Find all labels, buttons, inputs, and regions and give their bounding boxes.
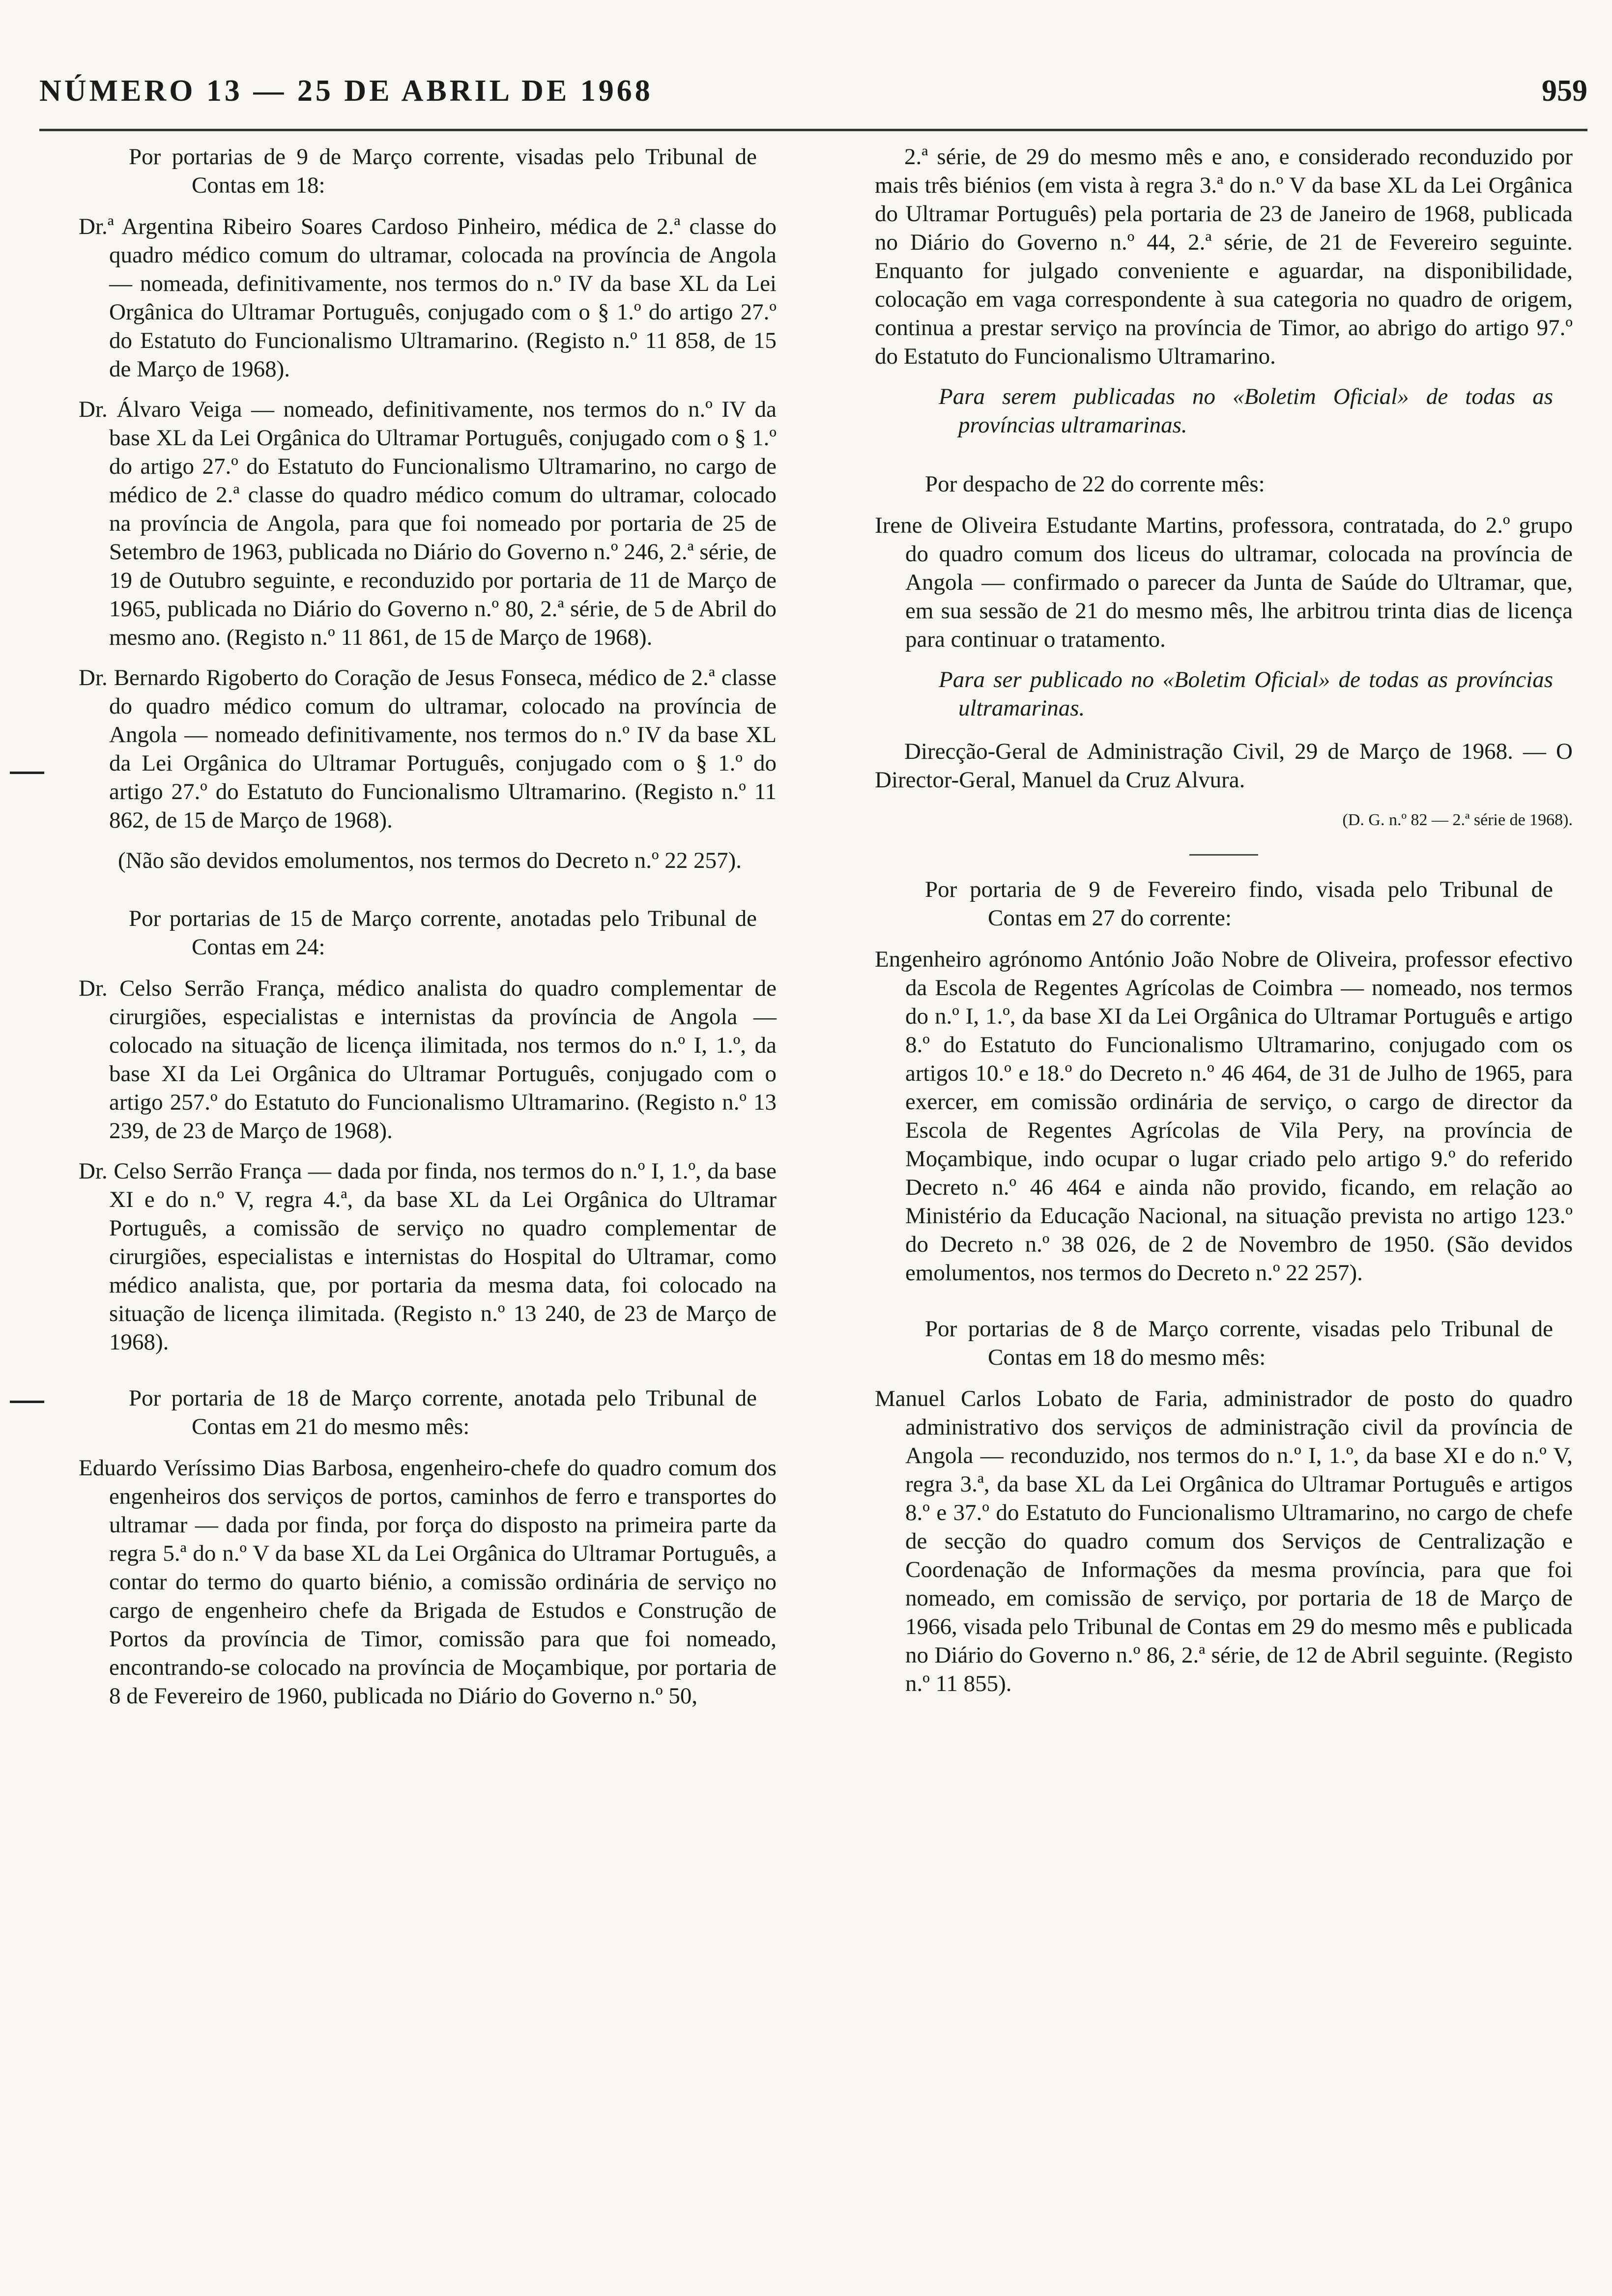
signature-line: Direcção-Geral de Administração Civil, 29 de Março de 1968. — O Director-Geral, Manuel da Cruz Alvura. bbox=[875, 739, 1573, 793]
left-column bbox=[79, 143, 777, 1722]
appointment-entry: Dr. Celso Serrão França — dada por finda, nos termos do n.º I, 1.º, da base XI e do n.º V, regra 4.ª, da base XL da Lei Orgânica do Ultramar Português, a comissão de serviço no quadro complementar de cirurgiões, especialistas e internistas do Hospital do Ultramar, como médico analista, que, por portaria da mesma data, foi colocado na situação de licença ilimitada. (Registo n.º 13 240, de 23 de Março de 1968). bbox=[79, 1158, 777, 1355]
gazette-reference: (D. G. n.º 82 — 2.ª série de 1968). bbox=[1342, 811, 1573, 829]
appointment-entry: Manuel Carlos Lobato de Faria, administrador de posto do quadro administrativo dos serviços de administração civil da província de Angola — reconduzido, nos termos do n.º I, 1.º, da base XI e do n.º V, regra 3.ª, da base XL da Lei Orgânica do Ultramar Português e artigos 8.º e 37.º do Estatuto do Funcionalismo Ultramarino, no cargo de chefe de secção do quadro comum dos Serviços de Centralização e Coordenação de Informações da mesma província, para que foi nomeado, em comissão de serviço, por portaria de 18 de Março de 1966, visada pelo Tribunal de Contas em 29 do mesmo mês e publicada no Diário do Governo n.º 86, 2.ª série, de 12 de Abril seguinte. (Registo n.º 11 855). bbox=[875, 1386, 1573, 1696]
emoluments-note: (Não são devidos emolumentos, nos termos do Decreto n.º 22 257). bbox=[118, 848, 742, 873]
page-number: 959 bbox=[1542, 74, 1587, 108]
page-header bbox=[39, 74, 1587, 113]
right-column bbox=[875, 143, 1573, 1710]
header-rule bbox=[39, 129, 1587, 131]
intro-paragraph: Por portarias de 15 de Março corrente, anotadas pelo Tribunal de Contas em 24: bbox=[129, 906, 757, 960]
intro-paragraph: Por despacho de 22 do corrente mês: bbox=[925, 471, 1265, 497]
appointment-entry: Engenheiro agrónomo António João Nobre de Oliveira, professor efectivo da Escola de Regentes Agrícolas de Coimbra — nomeado, nos termos do n.º I, 1.º, da base XI da Lei Orgânica do Ultramar Português e artigo 8.º do Estatuto do Funcionalismo Ultramarino, conjugado com os artigos 10.º e 18.º do Decreto n.º 46 464, de 31 de Julho de 1965, para exercer, em comissão ordinária de serviço, o cargo de director da Escola de Regentes Agrícolas de Vila Pery, na província de Moçambique, indo ocupar o lugar criado pelo artigo 9.º do referido Decreto n.º 46 464 e ainda não provido, ficando, em relação ao Ministério da Educação Nacional, na situação prevista no artigo 123.º do Decreto n.º 38 026, de 2 de Novembro de 1950. (São devidos emolumentos, nos termos do Decreto n.º 22 257). bbox=[875, 947, 1573, 1286]
intro-paragraph: Por portarias de 9 de Março corrente, visadas pelo Tribunal de Contas em 18: bbox=[129, 144, 757, 198]
appointment-entry: Dr.ª Argentina Ribeiro Soares Cardoso Pinheiro, médica de 2.ª classe do quadro médico comum do ultramar, colocada na província de Angola — nomeada, definitivamente, nos termos do n.º IV da base XL da Lei Orgânica do Ultramar Português, conjugado com o § 1.º do artigo 27.º do Estatuto do Funcionalismo Ultramarino. (Registo n.º 11 858, de 15 de Março de 1968). bbox=[79, 214, 777, 382]
appointment-entry: Irene de Oliveira Estudante Martins, professora, contratada, do 2.º grupo do quadro comum dos liceus do ultramar, colocada na província de Angola — confirmado o parecer da Junta de Saúde do Ultramar, que, em sua sessão de 21 do mesmo mês, lhe arbitrou trinta dias de licença para continuar o tratamento. bbox=[875, 513, 1573, 652]
gazette-issue-title: NÚMERO 13 — 25 DE ABRIL DE 1968 bbox=[39, 74, 653, 108]
appointment-entry: Dr. Álvaro Veiga — nomeado, definitivamente, nos termos do n.º IV da base XL da Lei Orgânica do Ultramar Português, conjugado com o § 1.º do artigo 27.º do Estatuto do Funcionalismo Ultramarino, no cargo de médico de 2.ª classe do quadro médico comum do ultramar, colocado na província de Angola, para que foi nomeado por portaria de 25 de Setembro de 1963, publicada no Diário do Governo n.º 246, 2.ª série, de 19 de Outubro seguinte, e reconduzido por portaria de 11 de Março de 1965, publicada no Diário do Governo n.º 80, 2.ª série, de 5 de Abril do mesmo ano. (Registo n.º 11 861, de 15 de Março de 1968). bbox=[79, 397, 777, 650]
continued-entry: 2.ª série, de 29 do mesmo mês e ano, e considerado reconduzido por mais três biénios (em vista à regra 3.ª do n.º V da base XL da Lei Orgânica do Ultramar Português) pela portaria de 23 de Janeiro de 1968, publicada no Diário do Governo n.º 44, 2.ª série, de 21 de Fevereiro seguinte. Enquanto for julgado conveniente e aguardar, na disponibilidade, colocação em vaga correspondente à sua categoria no quadro de origem, continua a prestar serviço na província de Timor, ao abrigo do artigo 97.º do Estatuto do Funcionalismo Ultramarino. bbox=[875, 144, 1573, 369]
appointment-entry: Eduardo Veríssimo Dias Barbosa, engenheiro-chefe do quadro comum dos engenheiros dos serviços de portos, caminhos de ferro e transportes do ultramar — dada por finda, por força do disposto na primeira parte da regra 5.ª do n.º V da base XL da Lei Orgânica do Ultramar Português, a contar do termo do quarto biénio, a comissão ordinária de serviço no cargo de engenheiro chefe da Brigada de Estudos e Construção de Portos da província de Timor, comissão para que foi nomeado, encontrando-se colocado na província de Moçambique, por portaria de 8 de Fevereiro de 1960, publicada no Diário do Governo n.º 50, bbox=[79, 1455, 777, 1709]
appointment-entry: Dr. Bernardo Rigoberto do Coração de Jesus Fonseca, médico de 2.ª classe do quadro médico comum do ultramar, colocado na província de Angola — nomeado definitivamente, nos termos do n.º IV da base XL da Lei Orgânica do Ultramar Português, conjugado com o § 1.º do artigo 27.º do Estatuto do Funcionalismo Ultramarino. (Registo n.º 11 862, de 15 de Março de 1968). bbox=[79, 665, 777, 833]
intro-paragraph: Por portaria de 18 de Março corrente, anotada pelo Tribunal de Contas em 21 do mesmo mês: bbox=[129, 1385, 757, 1439]
publication-note: Para serem publicadas no «Boletim Oficial» de todas as províncias ultramarinas. bbox=[939, 384, 1553, 438]
publication-note: Para ser publicado no «Boletim Oficial» de todas as províncias ultramarinas. bbox=[939, 667, 1553, 721]
intro-paragraph: Por portaria de 9 de Fevereiro findo, visada pelo Tribunal de Contas em 27 do corrente: bbox=[925, 877, 1553, 931]
intro-paragraph: Por portarias de 8 de Março corrente, visadas pelo Tribunal de Contas em 18 do mesmo mês: bbox=[925, 1316, 1553, 1370]
margin-mark bbox=[10, 1401, 44, 1403]
appointment-entry: Dr. Celso Serrão França, médico analista do quadro complementar de cirurgiões, especialistas e internistas da província de Angola — colocado na situação de licença ilimitada, nos termos do n.º I, 1.º, da base XI da Lei Orgânica do Ultramar Português, conjugado com o artigo 257.º do Estatuto do Funcionalismo Ultramarino. (Registo n.º 13 239, de 23 de Março de 1968). bbox=[79, 976, 777, 1144]
section-divider bbox=[1189, 854, 1258, 856]
margin-mark bbox=[10, 772, 44, 774]
